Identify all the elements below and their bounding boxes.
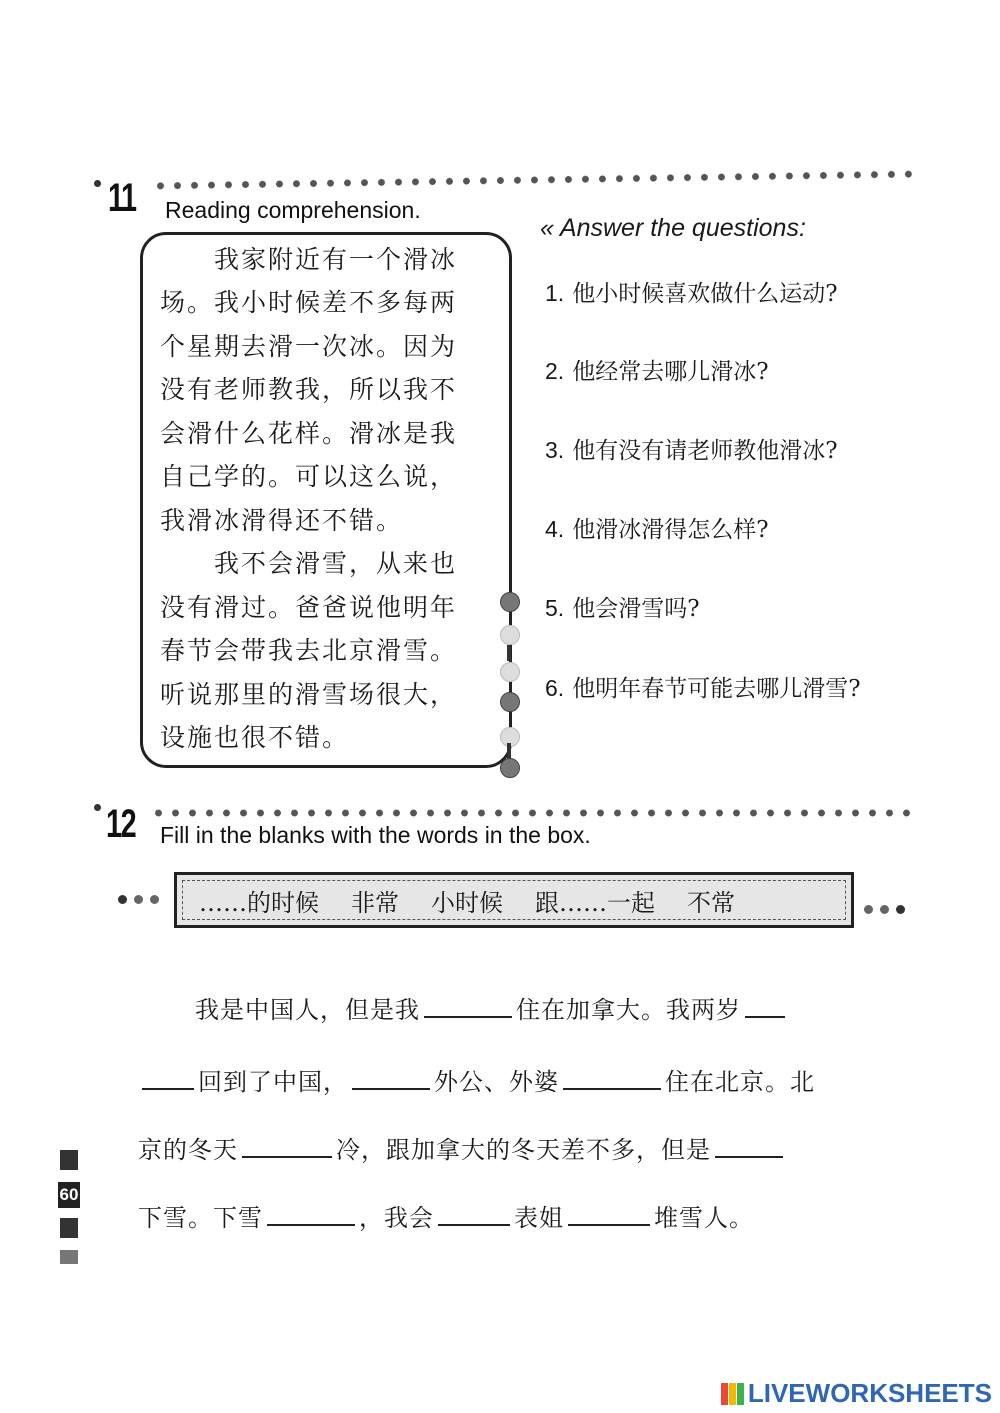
section-dot <box>94 804 101 811</box>
passage-line: 我不会滑雪，从来也 <box>160 549 458 578</box>
word-bank-box <box>174 872 854 928</box>
word-option: 非常 <box>351 888 399 917</box>
blank-5[interactable] <box>242 1134 332 1158</box>
logo-icon <box>721 1383 745 1405</box>
page-edge-mark <box>60 1150 78 1170</box>
passage-line: 我家附近有一个滑冰 <box>160 245 458 274</box>
blank-6[interactable] <box>715 1134 783 1158</box>
exercise-12-number: 12 <box>106 802 136 846</box>
questions-header: « Answer the questions: <box>540 214 806 242</box>
fill-line-1: 我是中国人，但是我 住在加拿大。我两岁 <box>195 990 789 1025</box>
blank-3[interactable] <box>352 1066 430 1090</box>
passage-line: 我滑冰滑得还不错。 <box>160 506 404 535</box>
bullet-dot <box>896 905 905 914</box>
blank-1[interactable] <box>424 994 512 1018</box>
fill-line-2: 回到了中国， 外公、外婆 住在北京。北 <box>138 1062 815 1097</box>
question-item: 1. 他小时候喜欢做什么运动? <box>545 280 838 307</box>
question-item: 3. 他有没有请老师教他滑冰? <box>545 437 838 464</box>
blank-2a[interactable] <box>745 994 785 1018</box>
passage-line: 没有滑过。爸爸说他明年 <box>160 593 458 622</box>
bullet-dot <box>134 895 143 904</box>
word-option: 不常 <box>687 888 735 917</box>
bullet-dot <box>150 895 159 904</box>
section-dot <box>94 180 101 187</box>
exercise-11-title: Reading comprehension. <box>165 197 421 223</box>
passage-line: 个星期去滑一次冰。因为 <box>160 332 458 361</box>
exercise-12-title: Fill in the blanks with the words in the box. <box>160 822 591 848</box>
question-item: 5. 他会滑雪吗? <box>545 595 700 622</box>
word-option: 跟……一起 <box>535 888 655 917</box>
section-divider-dots <box>150 808 915 818</box>
bullet-dot <box>864 905 873 914</box>
passage-line: 场。我小时候差不多每两 <box>160 288 458 317</box>
page-number: 60 <box>58 1182 80 1208</box>
word-option: ……的时候 <box>199 888 319 917</box>
question-item: 6. 他明年春节可能去哪儿滑雪? <box>545 675 861 702</box>
bullet-dot <box>118 895 127 904</box>
section-divider-dots <box>152 169 912 191</box>
passage-line: 没有老师教我，所以我不 <box>160 375 458 404</box>
question-item: 4. 他滑冰滑得怎么样? <box>545 516 769 543</box>
passage-line: 会滑什么花样。滑冰是我 <box>160 419 458 448</box>
blank-4[interactable] <box>563 1066 661 1090</box>
bullet-dot <box>880 905 889 914</box>
passage-line: 设施也很不错。 <box>160 723 350 752</box>
liveworksheets-logo <box>721 1378 992 1409</box>
page-edge-mark <box>60 1218 78 1238</box>
blank-2b[interactable] <box>142 1066 194 1090</box>
brand-name: LIVEWORKSHEETS <box>747 1378 992 1408</box>
exercise-11-number: 11 <box>108 176 136 220</box>
word-option: 小时候 <box>431 888 503 917</box>
blank-8[interactable] <box>438 1202 510 1226</box>
passage-line: 春节会带我去北京滑雪。 <box>160 636 458 665</box>
passage-line: 自己学的。可以这么说， <box>160 462 458 491</box>
page-edge-mark <box>60 1250 78 1264</box>
fill-line-4: 下雪。下雪 ，我会 表姐 堆雪人。 <box>138 1204 754 1232</box>
blank-7[interactable] <box>267 1202 355 1226</box>
fill-line-3: 京的冬天 冷，跟加拿大的冬天差不多，但是 <box>138 1130 787 1165</box>
question-item: 2. 他经常去哪儿滑冰? <box>545 358 769 385</box>
passage-line: 听说那里的滑雪场很大， <box>160 680 458 709</box>
blank-9[interactable] <box>568 1202 650 1226</box>
